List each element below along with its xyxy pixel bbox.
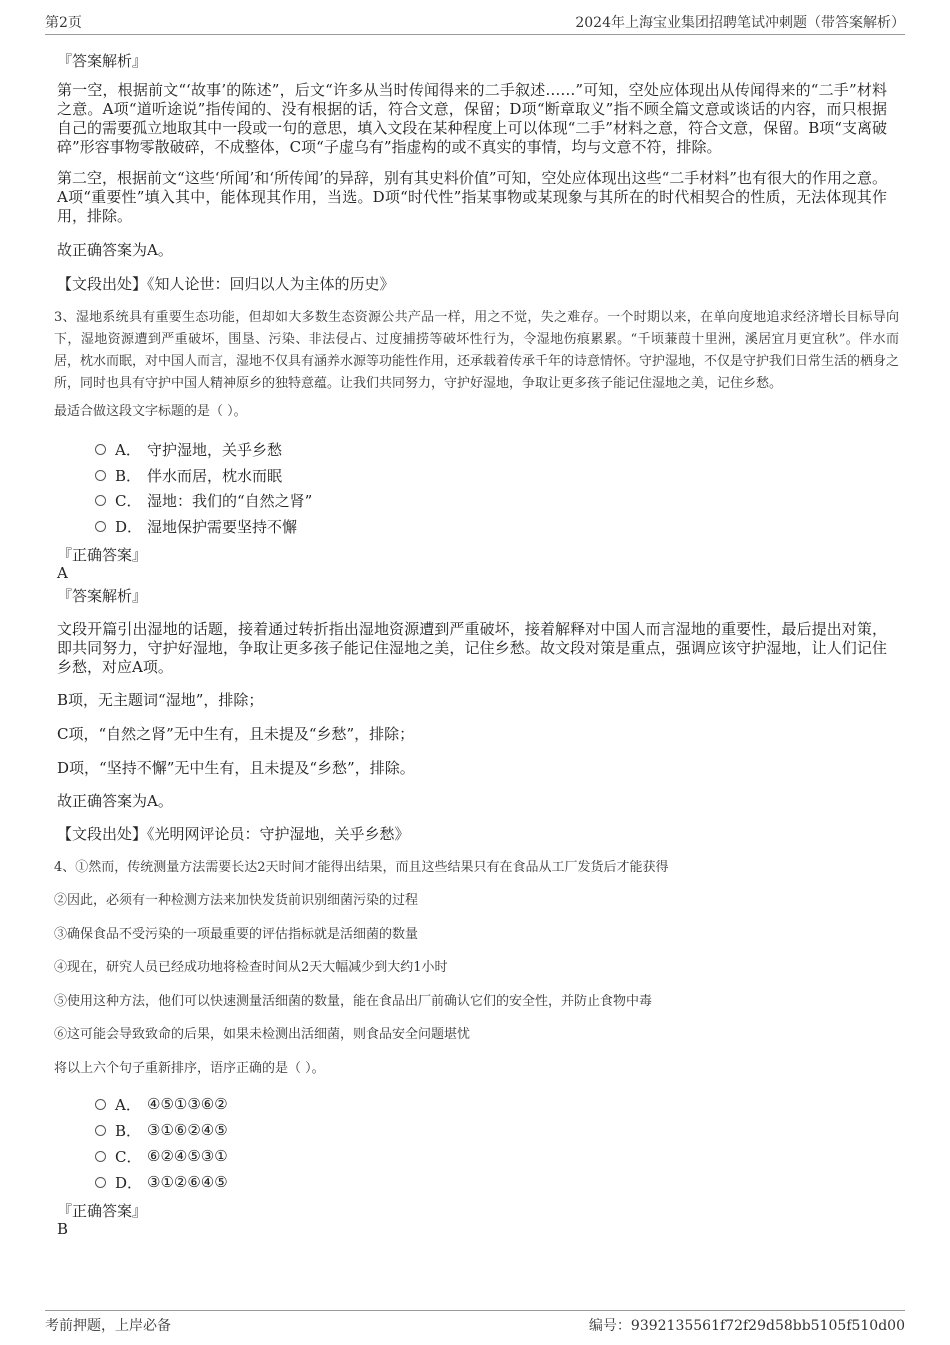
option-text: ③①②⑥④⑤ (147, 1173, 228, 1191)
document-serial: 编号：9392135561f72f29d58bb5105f510d00 (588, 1318, 905, 1334)
question-passage: 3、湿地系统具有重要生态功能，但却如大多数生态资源公共产品一样，用之不觉，失之难存。一个时期以来，在单向度地追求经济增长目标导向下，湿地资源遭到严重破坏，围垦、污染、非法侵占、过度捕捞等破坏性行为，令湿地伤痕累累。“千顷蒹葭十里洲，溪居宜月更宜秋”。伴水而居，枕水而眠，对中国人而言，湿地不仅具有涵养水源等功能性作用，还承载着传承千年的诗意情怀。守护湿地，不仅是守护我们日常生活的栖身之所，同时也具有守护中国人精神原乡的独特意蕴。让我们共同努力，守护好湿地，争取让更多孩子能记住湿地之美，记住乡愁。 (54, 310, 900, 391)
option-text: 守护湿地，关乎乡愁 (147, 440, 283, 459)
option-text: 湿地保护需要坚持不懈 (147, 517, 298, 536)
radio-button[interactable] (95, 470, 106, 481)
analysis-title: 『答案解析』 (57, 587, 148, 605)
sentence-1: 4、①然而，传统测量方法需要长达2天时间才能得出结果，而且这些结果只有在食品从工厂发货后才能获得 (54, 860, 669, 875)
radio-button[interactable] (95, 1177, 106, 1188)
option-c[interactable] (95, 490, 312, 510)
question-prompt: 最适合做这段文字标题的是（ ）。 (54, 404, 247, 419)
option-text: ③①⑥②④⑤ (147, 1121, 228, 1139)
option-text: ⑥②④⑤③① (147, 1147, 228, 1165)
analysis-title: 『答案解析』 (57, 52, 148, 70)
radio-button[interactable] (95, 1151, 106, 1162)
option-letter: B． (115, 466, 142, 485)
analysis-paragraph: 第二空，根据前文“这些‘所闻’和‘所传闻’的异辞，别有其史料价值”可知，空处应体现出这些“二手材料”也有很大的作用之意。A项“重要性”填入其中，能体现其作用，当选。D项“时代性”指某事物或某现象与其所在的时代相契合的性质，无法体现其作用，排除。 (57, 169, 887, 225)
analysis-paragraph: 第一空，根据前文“‘故事’的陈述”，后文“许多从当时传闻得来的二手叙述……”可知，空处应体现出从传闻得来的“二手”材料之意。A项“道听途说”指传闻的、没有根据的话，符合文意，保留；D项“断章取义”指不顾全篇文意或谈话的内容，而只根据自己的需要孤立地取其中一段或一句的意思，填入文段在某种程度上可以体现“二手”材料之意，符合文意，保留。B项“支离破碎”形容事物零散破碎，不成整体，C项“子虚乌有”指虚构的或不真实的事情，均与文意不符，排除。 (57, 81, 887, 156)
option-letter: C． (115, 1147, 142, 1166)
option-text: 湿地：我们的“自然之肾” (147, 491, 313, 510)
option-d[interactable] (95, 1172, 228, 1192)
document-title: 2024年上海宝业集团招聘笔试冲刺题（带答案解析） (575, 15, 905, 31)
correct-answer: A (57, 564, 68, 582)
option-letter: C． (115, 491, 142, 510)
option-c[interactable] (95, 1146, 228, 1166)
analysis-option-b: B项，无主题词“湿地”，排除； (57, 691, 264, 709)
option-letter: A． (115, 1095, 141, 1114)
correct-answer: B (57, 1220, 69, 1238)
analysis-option-c: C项，“自然之肾”无中生有，且未提及“乡愁”，排除； (57, 725, 415, 743)
radio-button[interactable] (95, 444, 106, 455)
page-header (45, 12, 905, 35)
sentence-2: ②因此，必须有一种检测方法来加快发货前识别细菌污染的过程 (54, 893, 419, 908)
option-letter: D． (115, 1173, 143, 1192)
radio-button[interactable] (95, 1099, 106, 1110)
option-letter: A． (115, 440, 141, 459)
question-prompt: 将以上六个句子重新排序，语序正确的是（ ）。 (54, 1061, 325, 1076)
option-letter: D． (115, 517, 143, 536)
radio-button[interactable] (95, 1125, 106, 1136)
radio-button[interactable] (95, 521, 106, 532)
sentence-5: ⑤使用这种方法，他们可以快速测量活细菌的数量，能在食品出厂前确认它们的安全性，并防止食物中毒 (54, 994, 653, 1009)
analysis-option-d: D项，“坚持不懈”无中生有，且未提及“乡愁”，排除。 (57, 759, 415, 777)
passage-source: 【文段出处】《知人论世：回归以人为主体的历史》 (57, 275, 395, 293)
page-footer (45, 1310, 905, 1334)
option-text: 伴水而居，枕水而眠 (147, 466, 283, 485)
sentence-3: ③确保食品不受污染的一项最重要的评估指标就是活细菌的数量 (54, 927, 419, 942)
option-d[interactable] (95, 516, 297, 536)
radio-button[interactable] (95, 495, 106, 506)
page-number: 第2页 (45, 15, 82, 31)
option-text: ④⑤①③⑥② (147, 1095, 228, 1113)
option-b[interactable] (95, 1120, 228, 1140)
sentence-6: ⑥这可能会导致致命的后果，如果未检测出活细菌，则食品安全问题堪忧 (54, 1027, 471, 1042)
correct-answer-title: 『正确答案』 (57, 1202, 148, 1220)
option-a[interactable] (95, 1094, 228, 1114)
passage-source: 【文段出处】《光明网评论员：守护湿地，关乎乡愁》 (57, 825, 410, 843)
option-letter: B． (115, 1121, 142, 1140)
option-b[interactable] (95, 465, 282, 485)
footer-slogan: 考前押题，上岸必备 (45, 1318, 171, 1334)
analysis-paragraph: 文段开篇引出湿地的话题，接着通过转折指出湿地资源遭到严重破坏，接着解释对中国人而言湿地的重要性，最后提出对策，即共同努力，守护好湿地，争取让更多孩子能记住湿地之美，记住乡愁。故文段对策是重点，强调应该守护湿地，让人们记住乡愁，对应A项。 (57, 620, 887, 676)
correct-answer-title: 『正确答案』 (57, 546, 148, 564)
sentence-4: ④现在，研究人员已经成功地将检查时间从2天大幅减少到大约1小时 (54, 960, 448, 975)
analysis-conclusion: 故正确答案为A。 (57, 241, 173, 259)
analysis-conclusion: 故正确答案为A。 (57, 792, 173, 810)
option-a[interactable] (95, 439, 282, 459)
